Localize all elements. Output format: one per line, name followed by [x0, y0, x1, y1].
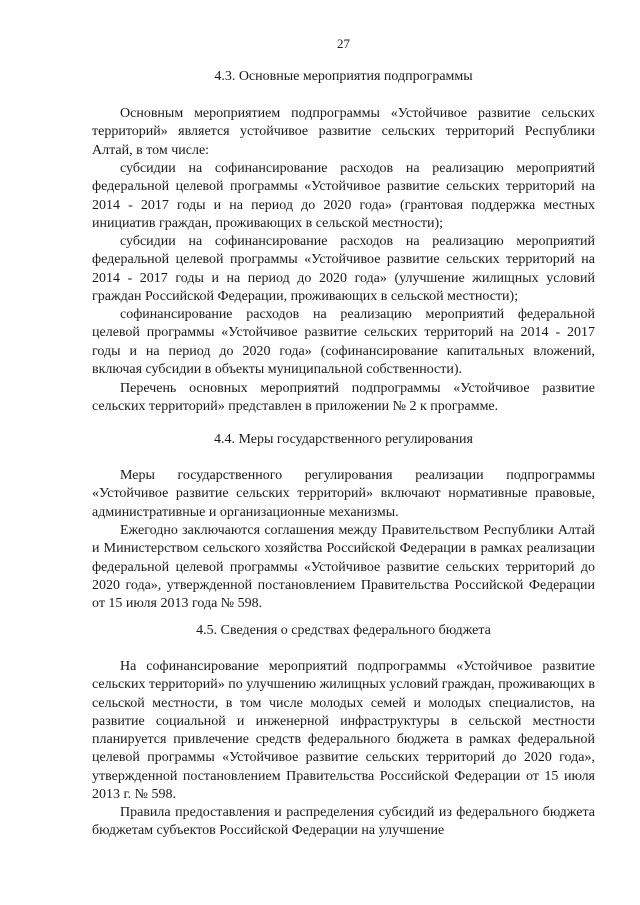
page-number: 27 — [337, 36, 350, 51]
section-heading-4-3: 4.3. Основные мероприятия подпрограммы — [214, 69, 473, 84]
paragraph: субсидии на софинансирование расходов на реализацию мероприятий федеральной целевой программы «Устойчивое развитие сельских территорий на 2014 - 2017 годы и на период до 2020 года» (грантовая поддержка местных инициатив граждан, проживающих в сельской местности); — [92, 161, 595, 231]
paragraph: Правила предоставления и распределения субсидий из федерального бюджета бюджетам субъектов Российской Федерации на улучшение — [92, 805, 595, 839]
paragraph: софинансирование расходов на реализацию мероприятий федеральной целевой программы «Устойчивое развитие сельских территорий на 2014 - 2017 годы и на период до 2020 года» (софинансирование капитальных вложений, включая субсидии в объекты муниципальной собственности). — [92, 307, 595, 377]
paragraph: Основным мероприятием подпрограммы «Устойчивое развитие сельских территорий» является устойчивое развитие сельских территорий Республики Алтай, в том числе: — [92, 106, 595, 158]
paragraph: Меры государственного регулирования реализации подпрограммы «Устойчивое развитие сельских территорий» включают нормативные правовые, административные и организационные механизмы. — [92, 468, 595, 520]
section-heading-4-4: 4.4. Меры государственного регулирования — [214, 432, 473, 447]
paragraph: субсидии на софинансирование расходов на реализацию мероприятий федеральной целевой программы «Устойчивое развитие сельских территорий на 2014 - 2017 годы и на период до 2020 года» (улучшение жилищных условий граждан Российской Федерации, проживающих в сельской местности); — [92, 234, 595, 304]
paragraph: На софинансирование мероприятий подпрограммы «Устойчивое развитие сельских территорий» по улучшению жилищных условий граждан, проживающих в сельской местности, в том числе молодых семей и молодых специалистов, на развитие социальной и инженерной инфраструктуры в сельской местности планируется привлечение средств федерального бюджета в рамках федеральной целевой программы «Устойчивое развитие сельских территорий до 2020 года», утвержденной постановлением Правительства Российской Федерации от 15 июля 2013 г. № 598. — [92, 659, 595, 803]
section-heading-4-5: 4.5. Сведения о средствах федерального бюджета — [196, 623, 491, 638]
paragraph: Ежегодно заключаются соглашения между Правительством Республики Алтай и Министерством сельского хозяйства Российской Федерации в рамках реализации федеральной целевой программы «Устойчивое развитие сельских территорий до 2020 года», утвержденной постановлением Правительства Российской Федерации от 15 июля 2013 года № 598. — [92, 523, 595, 612]
paragraph: Перечень основных мероприятий подпрограммы «Устойчивое развитие сельских территорий» представлен в приложении № 2 к программе. — [92, 381, 595, 415]
